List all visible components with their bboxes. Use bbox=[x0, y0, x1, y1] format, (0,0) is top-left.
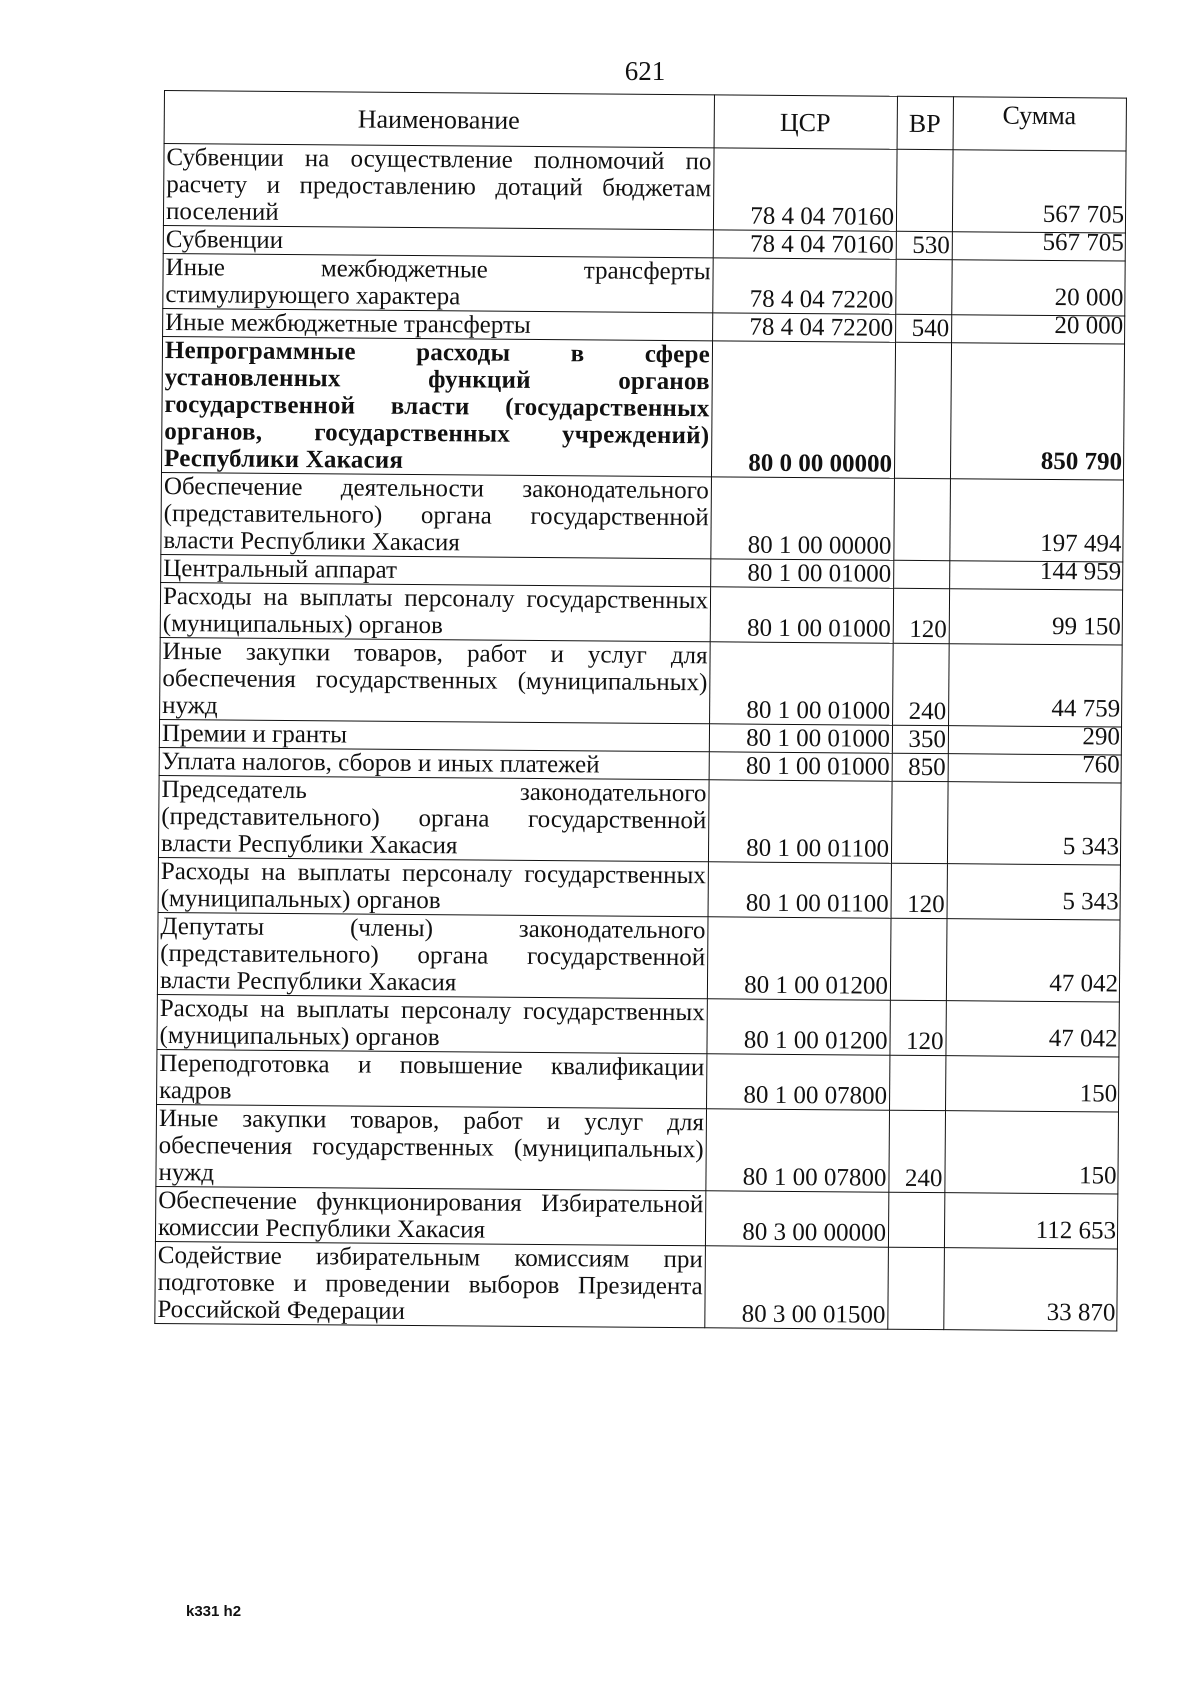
row-name-cell: Обеспечение функционирования Избирательной комиссии Республики Хакасия bbox=[155, 1186, 705, 1245]
row-sum-cell bbox=[950, 557, 1123, 590]
row-code-cell: 80 1 00 01000 bbox=[709, 752, 892, 781]
row-sum-value: 5 343 bbox=[1062, 888, 1119, 916]
row-sum-cell bbox=[952, 260, 1125, 316]
row-code-cell: 80 1 00 01000 bbox=[711, 559, 894, 588]
row-code-cell: 80 1 00 07800 bbox=[707, 1054, 890, 1110]
row-name-cell: Переподготовка и повышение квалификации кадров bbox=[157, 1049, 707, 1108]
row-name-cell: Центральный аппарат bbox=[161, 554, 711, 586]
row-vr-cell: 120 bbox=[890, 1000, 946, 1055]
table-row bbox=[155, 1241, 1118, 1331]
budget-table bbox=[154, 90, 1127, 1332]
row-sum-cell bbox=[946, 1001, 1119, 1057]
row-vr-cell bbox=[888, 1247, 945, 1329]
row-name-cell: Расходы на выплаты персоналу государственных (муниципальных) органов bbox=[158, 857, 708, 916]
row-sum-cell bbox=[952, 150, 1126, 233]
row-sum-value: 150 bbox=[1079, 1080, 1118, 1108]
row-sum-cell bbox=[946, 1056, 1119, 1112]
row-name-cell: Расходы на выплаты персоналу государственных (муниципальных) органов bbox=[157, 994, 707, 1053]
row-sum-value: 20 000 bbox=[1054, 284, 1124, 312]
header-vr: ВР bbox=[897, 96, 953, 149]
row-code-cell: 78 4 04 70160 bbox=[713, 230, 896, 259]
row-sum-value: 33 870 bbox=[1046, 1298, 1116, 1327]
table-row bbox=[163, 144, 1126, 234]
footer-code: k331 h2 bbox=[186, 1603, 242, 1620]
row-sum-value: 290 bbox=[1082, 723, 1121, 751]
row-code-cell: 80 1 00 07800 bbox=[706, 1109, 890, 1192]
row-code-cell: 78 4 04 70160 bbox=[713, 148, 897, 231]
table-row bbox=[161, 336, 1124, 480]
table-row bbox=[160, 582, 1122, 645]
table-row bbox=[163, 253, 1125, 316]
row-code-cell: 80 3 00 01500 bbox=[705, 1246, 889, 1329]
row-sum-value: 5 343 bbox=[1062, 833, 1120, 861]
table-row bbox=[156, 1104, 1119, 1194]
table-header-row bbox=[164, 91, 1126, 152]
row-sum-cell bbox=[946, 919, 1120, 1002]
row-name-cell: Председатель законодательного (представительного) органа государственной власти Республики Хакасия bbox=[158, 775, 709, 861]
row-sum-cell bbox=[945, 1111, 1119, 1194]
page-number: 621 bbox=[624, 56, 666, 86]
row-code-cell: 80 1 00 01100 bbox=[708, 862, 891, 918]
table-row bbox=[157, 994, 1119, 1057]
row-name-cell: Иные межбюджетные трансферты стимулирующего характера bbox=[163, 253, 713, 312]
row-vr-cell: 350 bbox=[892, 725, 948, 753]
row-name-cell: Иные закупки товаров, работ и услуг для обеспечения государственных (муниципальных) нужд bbox=[160, 637, 711, 723]
row-vr-cell: 540 bbox=[896, 314, 952, 342]
row-sum-value: 150 bbox=[1078, 1162, 1117, 1190]
row-code-cell: 80 1 00 01200 bbox=[707, 917, 891, 1000]
row-vr-cell bbox=[888, 1192, 944, 1247]
row-sum-cell bbox=[950, 343, 1124, 480]
row-vr-cell bbox=[890, 1055, 946, 1110]
row-sum-cell bbox=[944, 1193, 1117, 1249]
row-vr-cell bbox=[896, 149, 953, 231]
row-sum-cell bbox=[944, 1248, 1118, 1331]
row-sum-cell bbox=[950, 479, 1124, 562]
row-vr-cell bbox=[894, 478, 951, 560]
row-vr-cell bbox=[891, 781, 948, 863]
row-name-cell: Депутаты (члены) законодательного (представительного) органа государственной власти Республики Хакасия bbox=[157, 912, 708, 998]
row-sum-cell bbox=[952, 312, 1125, 344]
row-sum-value: 47 042 bbox=[1048, 1024, 1118, 1053]
table-row bbox=[155, 1186, 1117, 1249]
row-sum-value: 567 705 bbox=[1042, 200, 1125, 229]
row-sum-cell bbox=[947, 864, 1120, 920]
row-vr-cell bbox=[890, 918, 947, 1000]
row-vr-cell: 530 bbox=[896, 231, 952, 259]
row-sum-cell bbox=[949, 589, 1122, 645]
row-vr-cell bbox=[894, 560, 950, 588]
table-row bbox=[158, 857, 1120, 920]
row-vr-cell: 850 bbox=[892, 753, 948, 781]
row-code-cell: 80 3 00 00000 bbox=[705, 1191, 888, 1247]
table-row bbox=[157, 1049, 1119, 1112]
row-code-cell: 80 1 00 01200 bbox=[707, 999, 890, 1055]
header-code: ЦСР bbox=[714, 95, 897, 149]
row-vr-cell: 120 bbox=[893, 588, 949, 643]
row-sum-value: 567 705 bbox=[1042, 228, 1124, 257]
row-name-cell: Иные закупки товаров, работ и услуг для обеспечения государственных (муниципальных) нужд bbox=[156, 1104, 707, 1190]
header-name: Наименование bbox=[164, 91, 714, 148]
row-sum-value: 20 000 bbox=[1054, 312, 1124, 340]
row-sum-value: 197 494 bbox=[1040, 529, 1122, 558]
row-name-cell: Содействие избирательным комиссиям при подготовке и проведении выборов Президента Российской Федерации bbox=[155, 1241, 706, 1327]
row-sum-value: 112 653 bbox=[1035, 1216, 1117, 1245]
row-sum-value: 760 bbox=[1082, 751, 1120, 779]
row-code-cell: 80 1 00 01100 bbox=[708, 780, 892, 863]
row-sum-value: 850 790 bbox=[1040, 447, 1123, 476]
row-name-cell: Субвенции bbox=[163, 225, 713, 257]
row-sum-value: 47 042 bbox=[1049, 969, 1119, 998]
row-vr-cell: 240 bbox=[889, 1110, 946, 1192]
row-sum-value: 99 150 bbox=[1051, 612, 1121, 641]
row-vr-cell: 240 bbox=[893, 643, 950, 725]
row-code-cell: 80 1 00 01000 bbox=[710, 642, 894, 725]
row-sum-value: 44 759 bbox=[1051, 694, 1121, 723]
row-name-cell: Премии и гранты bbox=[159, 719, 709, 751]
row-code-cell: 80 1 00 00000 bbox=[711, 477, 895, 560]
row-sum-cell bbox=[952, 228, 1125, 261]
table-row bbox=[158, 775, 1121, 865]
header-sum: Сумма bbox=[953, 97, 1126, 151]
row-code-cell: 80 1 00 01000 bbox=[709, 724, 892, 753]
row-name-cell: Субвенции на осуществление полномочий по расчету и предоставлению дотаций бюджетам поселений bbox=[163, 144, 714, 230]
row-sum-cell bbox=[948, 751, 1121, 783]
table-row bbox=[161, 472, 1124, 562]
row-name-cell: Обеспечение деятельности законодательного (представительного) органа государственной власти Республики Хакасия bbox=[161, 472, 712, 558]
row-name-cell: Расходы на выплаты персоналу государственных (муниципальных) органов bbox=[160, 582, 710, 641]
row-name-cell: Иные межбюджетные трансферты bbox=[163, 308, 713, 340]
row-code-cell: 80 0 00 00000 bbox=[711, 341, 895, 478]
row-name-cell: Уплата налогов, сборов и иных платежей bbox=[159, 747, 709, 779]
row-code-cell: 78 4 04 72200 bbox=[713, 258, 896, 314]
row-vr-cell: 120 bbox=[891, 863, 947, 918]
table-row bbox=[160, 637, 1123, 727]
row-sum-cell bbox=[949, 644, 1123, 727]
row-vr-cell bbox=[894, 342, 951, 478]
row-sum-cell bbox=[947, 782, 1121, 865]
row-sum-value: 144 959 bbox=[1039, 557, 1122, 586]
table-body bbox=[155, 144, 1126, 1332]
row-name-cell: Непрограммные расходы в сфере установленных функций органов государственной власти (государственных органов, государственных учреждений) Республики Хакасия bbox=[161, 336, 712, 476]
row-code-cell: 80 1 00 01000 bbox=[710, 587, 893, 643]
table-row bbox=[157, 912, 1120, 1002]
row-vr-cell bbox=[896, 259, 952, 314]
row-code-cell: 78 4 04 72200 bbox=[713, 313, 896, 342]
